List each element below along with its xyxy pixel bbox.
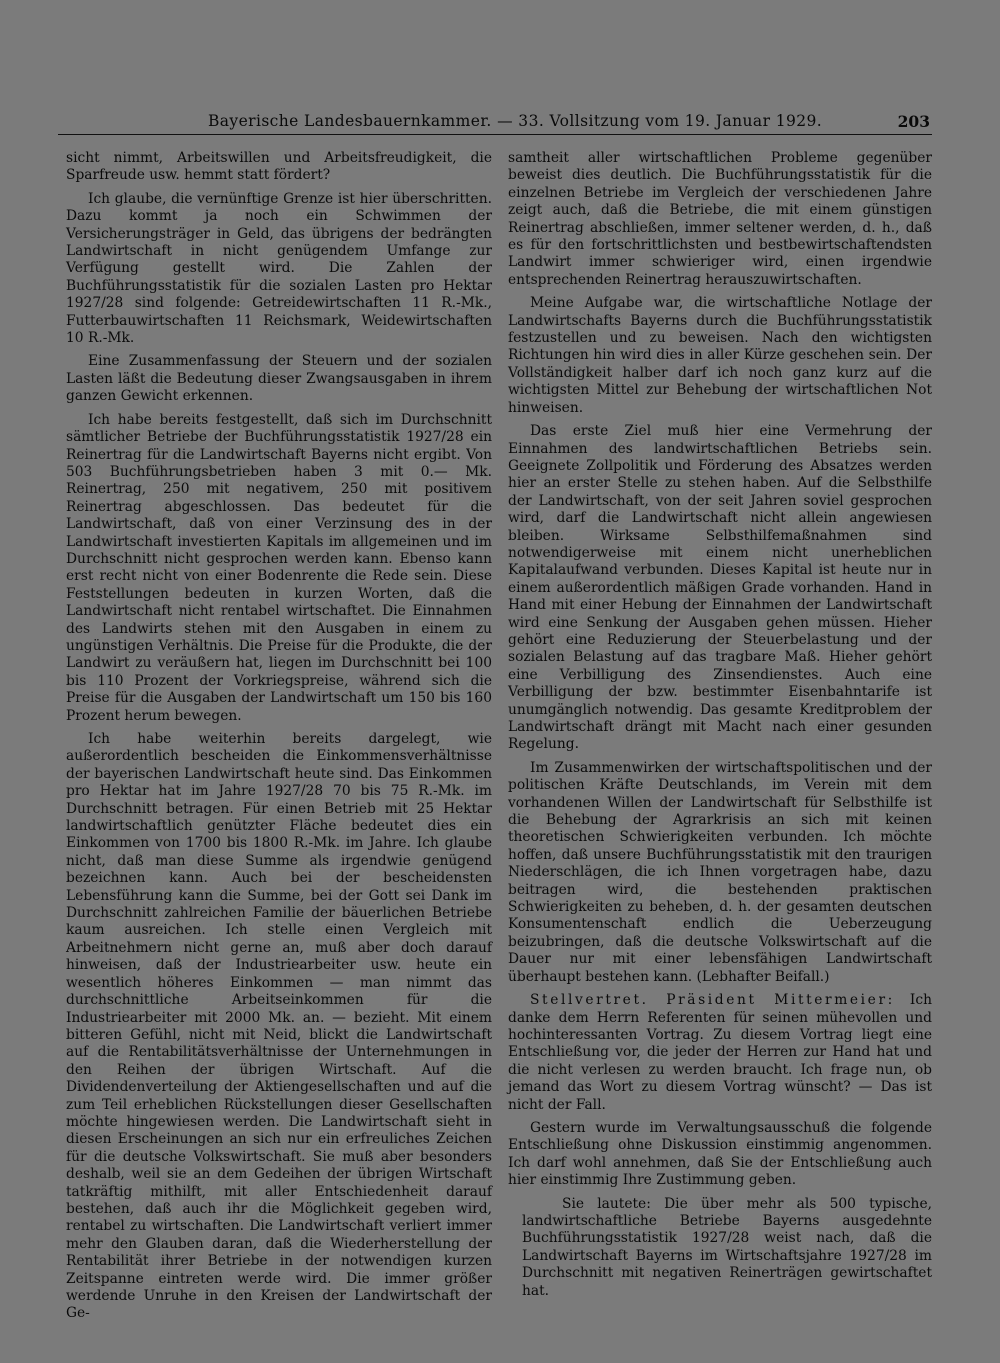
resolution-quote: Sie lautete: Die über mehr als 500 typische, landwirtschaftliche Betriebe Bayerns ausgedehnte Buchführungsstatistik 1927/28 weist nach, daß die Landwirtschaft Bayerns im Wirtschaftsjahre 1927/28 im Durchschnitt mit negativen Reinerträgen gewirtschaftet hat. bbox=[522, 1195, 932, 1299]
speech-paragraph bbox=[508, 992, 932, 1114]
speech-text: Ich danke dem Herrn Referenten für seinen mühevollen und hochinteressanten Vortrag. Zu diesem Vortrag liegt eine Entschließung vor, die jeder der Herren zur Hand hat und die nicht verlesen zu werden braucht. Ich frage nun, ob jemand das Wort zu diesem Vortrag wünscht? — Das ist nicht der Fall. bbox=[508, 992, 932, 1113]
speaker-name: Stellvertret. Präsident Mittermeier: bbox=[530, 992, 895, 1009]
paragraph: Eine Zusammenfassung der Steuern und der sozialen Lasten läßt die Bedeutung dieser Zwangsausgaben in ihrem ganzen Gewicht erkennen. bbox=[66, 353, 492, 405]
paragraph: Meine Aufgabe war, die wirtschaftliche Notlage der Landwirtschafts Bayerns durch die Buchführungsstatistik festzustellen und zu beweisen. Nach den wichtigsten Richtungen hin wird dies in aller Kürze geschehen sein. Der Vollständigkeit halber darf ich noch ganz kurz auf die wichtigsten Mittel zur Behebung der wirtschaftlichen Not hinweisen. bbox=[508, 295, 932, 416]
running-title: Bayerische Landesbauernkammer. — 33. Vollsitzung vom 19. Januar 1929. bbox=[208, 112, 823, 130]
paragraph: Im Zusammenwirken der wirtschaftspolitischen und der politischen Kräfte Deutschlands, im Verein mit dem vorhandenen Willen der Landwirtschaft für Selbsthilfe ist die Behebung der Agrarkrisis an sich mit keinen theoretischen Schwierigkeiten verbunden. Ich möchte hoffen, daß unsere Buchführungsstatistik mit den traurigen Niederschlägen, die ich Ihnen vorgetragen habe, dazu beitragen wird, die bestehenden praktischen Schwierigkeiten zu beheben, d. h. der gesamten deutschen Konsumentenschaft endlich die Ueberzeugung beizubringen, daß die deutsche Volkswirtschaft auf die Dauer nur mit einer lebensfähigen Landwirtschaft überhaupt bestehen kann. (Lebhafter Beifall.) bbox=[508, 759, 932, 985]
paragraph: Gestern wurde im Verwaltungsausschuß die folgende Entschließung ohne Diskussion einstimmig angenommen. Ich darf wohl annehmen, daß Sie der Entschließung auch hier einstimmig Ihre Zustimmung geben. bbox=[508, 1119, 932, 1189]
page-header bbox=[58, 112, 932, 138]
paragraph: Ich habe bereits festgestellt, daß sich im Durchschnitt sämtlicher Betriebe der Buchführungsstatistik 1927/28 ein Reinertrag für die Landwirtschaft Bayerns nicht ergibt. Von 503 Buchführungsbetrieben haben 3 mit 0.— Mk. Reinertrag, 250 mit negativem, 250 mit positivem Reinertrag abgeschlossen. Das bedeutet für die Landwirtschaft, daß von einer Verzinsung des in der Landwirtschaft investierten Kapitals im allgemeinen und im Durchschnitt nicht gesprochen werden kann. Ebenso kann erst recht nicht von einer Bodenrente die Rede sein. Diese Feststellungen bedeuten in kurzen Worten, daß die Landwirtschaft nicht rentabel wirtschaftet. Die Einnahmen des Landwirts stehen mit den Ausgaben in einem zu ungünstigen Verhältnis. Die Preise für die Produkte, die der Landwirt zu veräußern hat, liegen im Durchschnitt bei 100 bis 110 Prozent der Vorkriegspreise, während sich die Preise für die Ausgaben der Landwirtschaft um 150 bis 160 Prozent herum bewegen. bbox=[66, 411, 492, 724]
paragraph: Das erste Ziel muß hier eine Vermehrung der Einnahmen des landwirtschaftlichen Betriebs sein. Geeignete Zollpolitik und Förderung des Absatzes werden hier an erster Stelle zu stehen haben. Auf die Selbsthilfe der Landwirtschaft, von der seit Jahren soviel gesprochen wird, darf die Landwirtschaft nicht allein angewiesen bleiben. Wirksame Selbsthilfemaßnahmen sind notwendigerweise mit einem nicht unerheblichen Kapitalaufwand verbunden. Dieses Kapital ist heute nur in einem außerordentlich mäßigen Grade vorhanden. Hand in Hand mit einer Hebung der Einnahmen der Landwirtschaft wird eine Senkung der Ausgaben gehen müssen. Hieher gehört eine Reduzierung der Steuerbelastung und der sozialen Belastung auf das tragbare Maß. Hieher gehört eine Verbilligung des Zinsendienstes. Auch eine Verbilligung der bzw. bestimmter Eisenbahntarife ist unumgänglich notwendig. Das gesamte Kreditproblem der Landwirtschaft drängt mit Macht nach einer gesunden Regelung. bbox=[508, 423, 932, 753]
paragraph: samtheit aller wirtschaftlichen Probleme gegenüber beweist dies deutlich. Die Buchführungsstatistik für die einzelnen Betriebe im Vergleich der verschiedenen Jahre zeigt auch, daß die Betriebe, die mit einem günstigen Reinertrag abschließen, immer seltener werden, d. h., daß es für den fortschrittlichsten und bestbewirtschaftendsten Landwirt immer schwieriger wird, einen irgendwie entsprechenden Reinertrag herauszuwirtschaften. bbox=[508, 150, 932, 288]
header-rule bbox=[58, 134, 932, 135]
page-number: 203 bbox=[897, 112, 930, 131]
left-column bbox=[66, 150, 492, 1329]
paragraph: Ich glaube, die vernünftige Grenze ist hier überschritten. Dazu kommt ja noch ein Schwimmen der Versicherungsträger in Geld, das übrigens der bedrängten Landwirtschaft in nicht genügendem Umfange zur Verfügung gestellt wird. Die Zahlen der Buchführungsstatistik für die sozialen Lasten pro Hektar 1927/28 sind folgende: Getreidewirtschaften 11 R.-Mk., Futterbauwirtschaften 11 Reichsmark, Weidewirtschaften 10 R.-Mk. bbox=[66, 190, 492, 347]
paragraph: Ich habe weiterhin bereits dargelegt, wie außerordentlich bescheiden die Einkommensverhältnisse der bayerischen Landwirtschaft heute sind. Das Einkommen pro Hektar hat im Jahre 1927/28 70 bis 75 R.-Mk. im Durchschnitt betragen. Für einen Betrieb mit 25 Hektar landwirtschaftlich genützter Fläche bedeutet dies ein Einkommen von 1700 bis 1800 R.-Mk. im Jahre. Ich glaube nicht, daß man diese Summe als irgendwie genügend bezeichnen kann. Auch bei der bescheidensten Lebensführung kann die Summe, bei der Gott sei Dank im Durchschnitt zahlreichen Familie der bäuerlichen Betriebe kaum ausreichen. Ich stelle einen Vergleich mit Arbeitnehmern nicht gerne an, muß aber doch darauf hinweisen, daß der Industriearbeiter usw. heute ein wesentlich höheres Einkommen — man nimmt das durchschnittliche Arbeitseinkommen für die Industriearbeiter mit 2000 Mk. an. — bezieht. Mit einem bitteren Gefühl, nicht mit Neid, blickt die Landwirtschaft auf die Rentabilitätsverhältnisse der Unternehmungen in den Reihen der übrigen Wirtschaft. Auf die Dividendenverteilung der Aktiengesellschaften und auf die zum Teil erheblichen Rückstellungen dieser Gesellschaften möchte hingewiesen werden. Die Landwirtschaft sieht in diesen Erscheinungen an sich nur ein erfreuliches Zeichen für die deutsche Volkswirtschaft. Sie muß aber besonders deshalb, weil sie an dem Gedeihen der übrigen Wirtschaft tatkräftig mithilft, mit aller Entschiedenheit darauf bestehen, daß auch ihr die Möglichkeit gegeben wird, rentabel zu wirtschaften. Die Landwirtschaft verliert immer mehr den Glauben daran, daß die Wiederherstellung der Rentabilität ihrer Betriebe in der notwendigen kurzen Zeitspanne eintreten werde wird. Die immer größer werdende Unruhe in den Kreisen der Landwirtschaft der Ge- bbox=[66, 731, 492, 1322]
paragraph: sicht nimmt, Arbeitswillen und Arbeitsfreudigkeit, die Sparfreude usw. hemmt statt fördert? bbox=[66, 150, 492, 184]
right-column bbox=[508, 150, 932, 1306]
